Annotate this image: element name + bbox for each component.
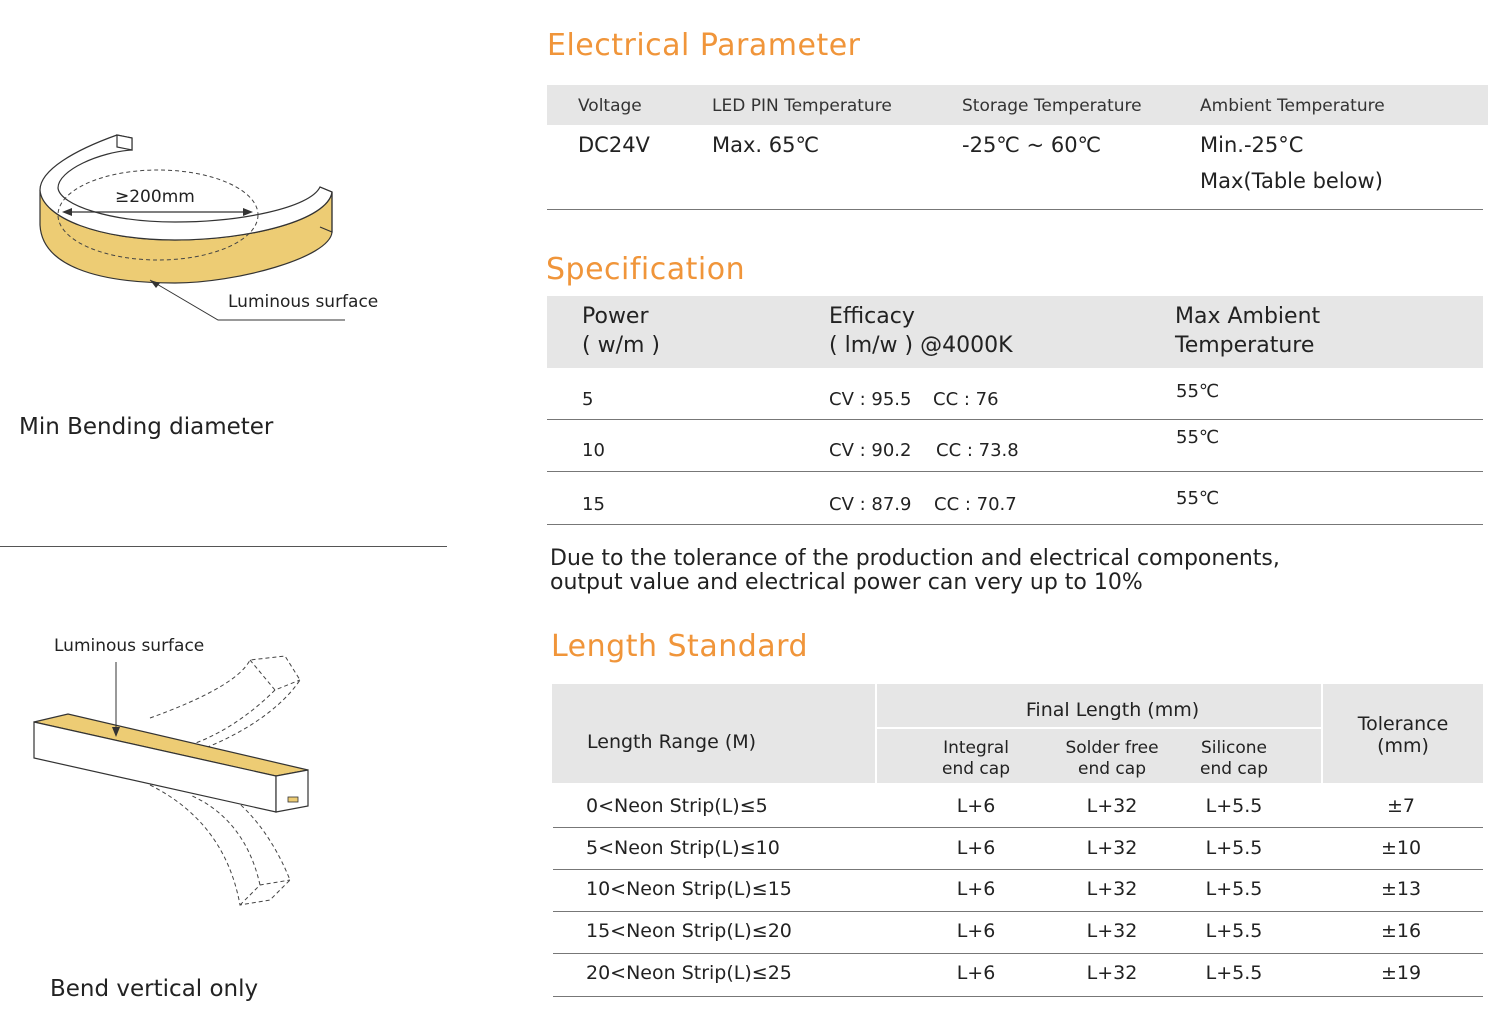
final-length-header: Final Length (mm) bbox=[1025, 699, 1200, 721]
integral-header: Integral bbox=[943, 738, 1009, 758]
solder-header-2: end cap bbox=[1078, 759, 1146, 779]
tolerance-cell: ±19 bbox=[1380, 962, 1422, 984]
range-cell: 10<Neon Strip(L)≤15 bbox=[586, 878, 792, 900]
silicone-cell: L+5.5 bbox=[1205, 795, 1263, 817]
spec-cc: CC : 76 bbox=[933, 389, 999, 410]
silicone-cell: L+5.5 bbox=[1205, 962, 1263, 984]
dimension-label: ≥200mm bbox=[115, 187, 195, 207]
spec-temp: 55℃ bbox=[1176, 488, 1220, 509]
led-pin-temp-header: LED PIN Temperature bbox=[712, 96, 892, 116]
integral-cell: L+6 bbox=[956, 795, 996, 817]
max-ambient-header: Max Ambient bbox=[1175, 304, 1321, 329]
tolerance-cell: ±13 bbox=[1380, 878, 1422, 900]
tolerance-note-line1: Due to the tolerance of the production and electrical components, bbox=[550, 546, 1280, 571]
bending-diameter-diagram bbox=[0, 120, 450, 330]
tolerance-cell: ±10 bbox=[1380, 837, 1422, 859]
tolerance-note-line2: output value and electrical power can very up to 10% bbox=[550, 570, 1143, 595]
integral-header-2: end cap bbox=[942, 759, 1010, 779]
storage-temp-value: -25℃ ~ 60℃ bbox=[962, 133, 1102, 157]
solder-cell: L+32 bbox=[1086, 962, 1138, 984]
solder-cell: L+32 bbox=[1086, 878, 1138, 900]
tolerance-cell: ±7 bbox=[1386, 795, 1415, 817]
ambient-temp-max: Max(Table below) bbox=[1200, 169, 1383, 193]
spec-cv: CV : 87.9 bbox=[829, 494, 912, 515]
spec-temp: 55℃ bbox=[1176, 427, 1220, 448]
power-header: Power bbox=[582, 304, 649, 329]
integral-cell: L+6 bbox=[956, 837, 996, 859]
tolerance-header-2: (mm) bbox=[1377, 735, 1429, 757]
spec-cv: CV : 95.5 bbox=[829, 389, 912, 410]
length-row-rule bbox=[553, 869, 1483, 870]
voltage-value: DC24V bbox=[578, 133, 650, 157]
power-unit: ( w/m ) bbox=[582, 333, 660, 358]
solder-header: Solder free bbox=[1065, 738, 1159, 758]
specification-header-bar bbox=[547, 296, 1483, 368]
storage-temp-header: Storage Temperature bbox=[962, 96, 1142, 116]
ambient-temp-min: Min.-25°C bbox=[1200, 133, 1304, 157]
spec-power: 5 bbox=[582, 389, 594, 410]
length-bottom-rule bbox=[553, 996, 1483, 997]
tolerance-header: Tolerance bbox=[1357, 713, 1449, 735]
silicone-header: Silicone bbox=[1201, 738, 1267, 758]
solder-cell: L+32 bbox=[1086, 920, 1138, 942]
range-cell: 20<Neon Strip(L)≤25 bbox=[586, 962, 792, 984]
led-pin-temp-value: Max. 65℃ bbox=[712, 133, 820, 157]
length-range-header: Length Range (M) bbox=[587, 731, 757, 753]
silicone-cell: L+5.5 bbox=[1205, 878, 1263, 900]
spec-cc: CC : 73.8 bbox=[936, 440, 1019, 461]
max-ambient-header-2: Temperature bbox=[1175, 333, 1315, 358]
spec-row-rule bbox=[547, 419, 1483, 420]
bend-vertical-diagram bbox=[0, 650, 450, 920]
length-title: Length Standard bbox=[551, 629, 808, 664]
voltage-header: Voltage bbox=[578, 96, 642, 116]
length-row-rule bbox=[553, 953, 1483, 954]
integral-cell: L+6 bbox=[956, 962, 996, 984]
luminous-surface-label: Luminous surface bbox=[228, 292, 379, 312]
silicone-header-2: end cap bbox=[1200, 759, 1268, 779]
range-cell: 5<Neon Strip(L)≤10 bbox=[586, 837, 780, 859]
spec-cv: CV : 90.2 bbox=[829, 440, 912, 461]
luminous-surface-label-2: Luminous surface bbox=[54, 636, 205, 656]
spec-power: 10 bbox=[582, 440, 605, 461]
electrical-title: Electrical Parameter bbox=[547, 28, 861, 63]
silicone-cell: L+5.5 bbox=[1205, 920, 1263, 942]
solder-cell: L+32 bbox=[1086, 795, 1138, 817]
length-row-rule bbox=[553, 911, 1483, 912]
electrical-bottom-rule bbox=[547, 209, 1483, 210]
spec-temp: 55℃ bbox=[1176, 381, 1220, 402]
integral-cell: L+6 bbox=[956, 920, 996, 942]
specification-title: Specification bbox=[546, 252, 746, 287]
spec-power: 15 bbox=[582, 494, 605, 515]
spec-cc: CC : 70.7 bbox=[934, 494, 1017, 515]
range-cell: 15<Neon Strip(L)≤20 bbox=[586, 920, 792, 942]
left-divider bbox=[0, 546, 447, 547]
min-bending-caption: Min Bending diameter bbox=[19, 414, 274, 440]
efficacy-unit: ( lm/w ) @4000K bbox=[829, 333, 1013, 358]
spec-bottom-rule bbox=[547, 524, 1483, 525]
silicone-cell: L+5.5 bbox=[1205, 837, 1263, 859]
tolerance-cell: ±16 bbox=[1380, 920, 1422, 942]
ambient-temp-header: Ambient Temperature bbox=[1200, 96, 1385, 116]
integral-cell: L+6 bbox=[956, 878, 996, 900]
bend-vertical-caption: Bend vertical only bbox=[50, 976, 259, 1002]
length-row-rule bbox=[553, 827, 1483, 828]
solder-cell: L+32 bbox=[1086, 837, 1138, 859]
spec-row-rule bbox=[547, 471, 1483, 472]
efficacy-header: Efficacy bbox=[829, 304, 915, 329]
range-cell: 0<Neon Strip(L)≤5 bbox=[586, 795, 768, 817]
